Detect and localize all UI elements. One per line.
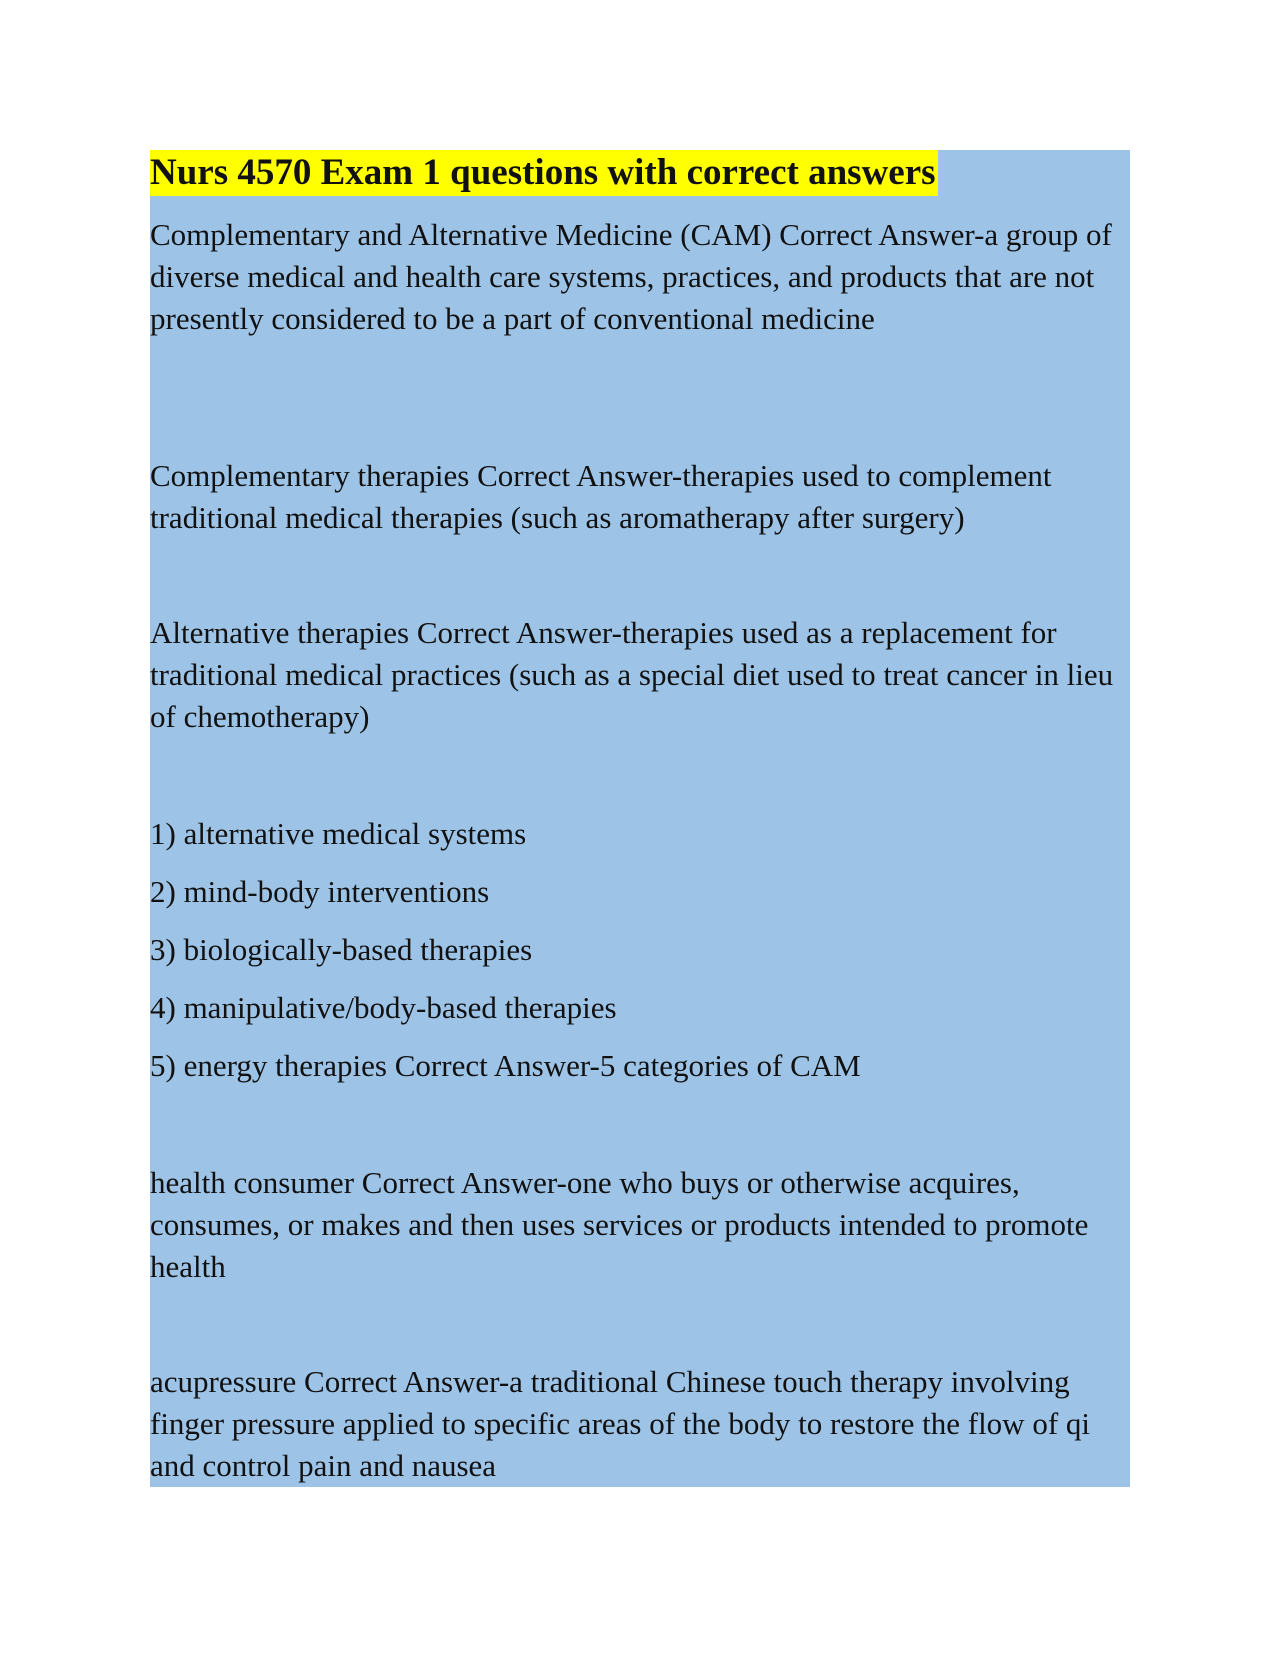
category-list-item: 5) energy therapies Correct Answer-5 categories of CAM	[150, 1048, 861, 1083]
document-title: Nurs 4570 Exam 1 questions with correct answers	[150, 150, 938, 196]
entry-cam-definition: Complementary and Alternative Medicine (CAM) Correct Answer-a group of diverse medical and health care systems, practices, and products that are not presently considered to be a part of conventional medicine	[150, 217, 1112, 336]
entry-complementary-therapies: Complementary therapies Correct Answer-therapies used to complement traditional medical therapies (such as aromatherapy after surgery)	[150, 458, 1052, 535]
category-list-item: 4) manipulative/body-based therapies	[150, 990, 617, 1025]
entry-acupressure: acupressure Correct Answer-a traditional Chinese touch therapy involving finger pressure applied to specific areas of the body to restore the flow of qi and control pain and nausea	[150, 1364, 1091, 1483]
entry-alternative-therapies: Alternative therapies Correct Answer-therapies used as a replacement for traditional medical practices (such as a special diet used to treat cancer in lieu of chemotherapy)	[150, 615, 1114, 734]
category-list-item: 2) mind-body interventions	[150, 874, 490, 909]
category-list-item: 3) biologically-based therapies	[150, 932, 533, 967]
category-list-item: 1) alternative medical systems	[150, 816, 527, 851]
entry-health-consumer: health consumer Correct Answer-one who buys or otherwise acquires, consumes, or makes and then uses services or products intended to promote health	[150, 1165, 1089, 1284]
